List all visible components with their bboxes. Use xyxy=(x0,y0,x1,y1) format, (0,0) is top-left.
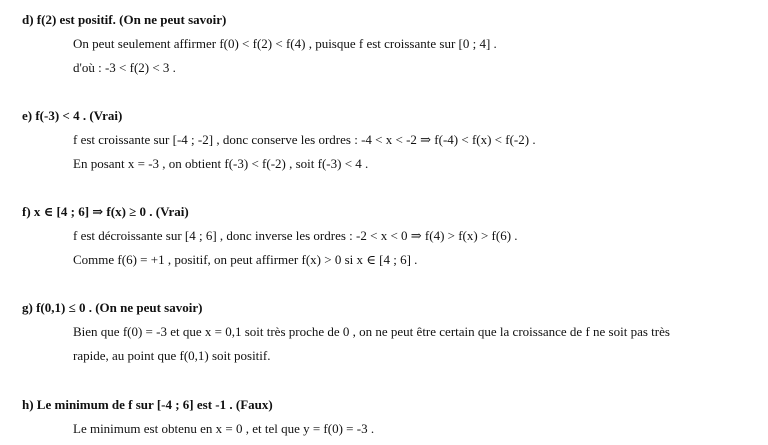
item-g-heading: g) f(0,1) ≤ 0 . (On ne peut savoir) xyxy=(22,300,203,315)
item-g-line-1: Bien que f(0) = -3 et que x = 0,1 soit très proche de 0 , on ne peut être certain que la croissance de f ne soit pas très xyxy=(73,324,670,339)
item-h-heading: h) Le minimum de f sur [-4 ; 6] est -1 . (Faux) xyxy=(22,397,273,412)
item-f-line-2: Comme f(6) = +1 , positif, on peut affirmer f(x) > 0 si x ∈ [4 ; 6] . xyxy=(73,252,418,267)
item-h-line-1: Le minimum est obtenu en x = 0 , et tel que y = f(0) = -3 . xyxy=(73,421,375,436)
item-e-line-1: f est croissante sur [-4 ; -2] , donc conserve les ordres : -4 < x < -2 ⇒ f(-4) < f(x) < f(-2) . xyxy=(73,132,536,147)
item-f-heading: f) x ∈ [4 ; 6] ⇒ f(x) ≥ 0 . (Vrai) xyxy=(22,204,189,219)
item-d-line-2: d'où : -3 < f(2) < 3 . xyxy=(73,60,176,75)
item-g-line-2: rapide, au point que f(0,1) soit positif. xyxy=(73,348,271,363)
item-d-line-1: On peut seulement affirmer f(0) < f(2) < f(4) , puisque f est croissante sur [0 ; 4] . xyxy=(73,36,497,51)
item-e-line-2: En posant x = -3 , on obtient f(-3) < f(-2) , soit f(-3) < 4 . xyxy=(73,156,369,171)
item-d-heading: d) f(2) est positif. (On ne peut savoir) xyxy=(22,12,227,27)
item-e-heading: e) f(-3) < 4 . (Vrai) xyxy=(22,108,123,123)
item-f-line-1: f est décroissante sur [4 ; 6] , donc inverse les ordres : -2 < x < 0 ⇒ f(4) > f(x) > f(6) . xyxy=(73,228,518,243)
